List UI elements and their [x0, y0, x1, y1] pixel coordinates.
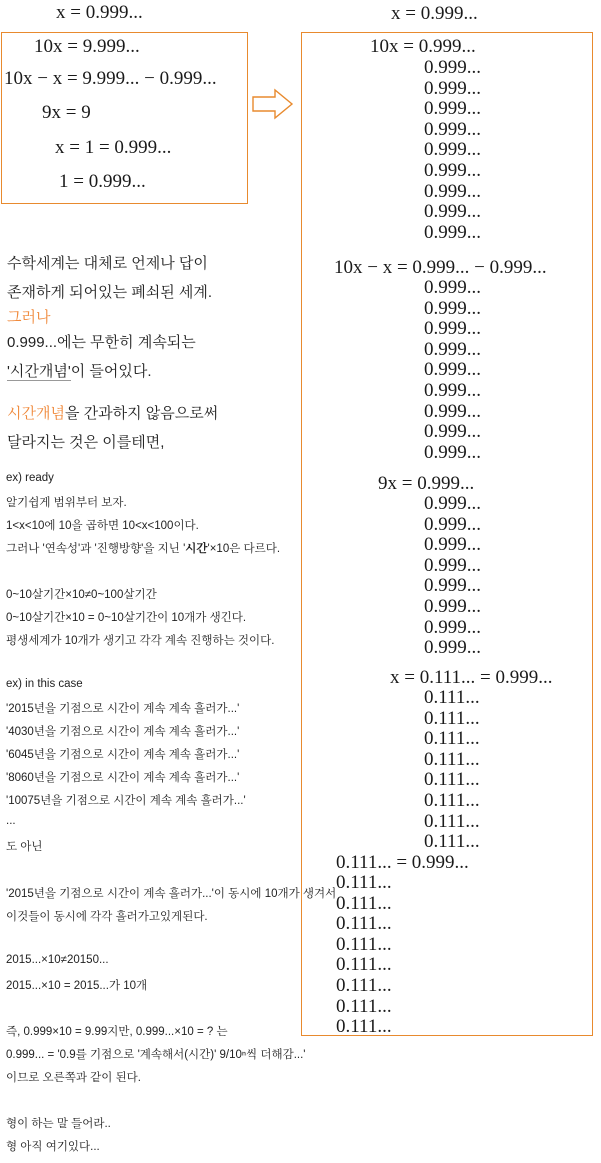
small-line-9: '2015년을 기점으로 시간이 계속 계속 흘러가...': [6, 703, 240, 715]
group3-head: 9x = 0.999...: [378, 473, 475, 494]
group2-head: 10x − x = 0.999... − 0.999...: [334, 257, 547, 278]
small-line-4a: 그러나 '연속성'과 '진행방향'을 지닌 ': [6, 543, 186, 555]
small-line-13: '10075년을 기점으로 시간이 계속 계속 흘러가...': [6, 795, 246, 807]
group5-repeat-5: 0.111...: [336, 954, 392, 976]
paragraph-1-line-5: [7, 358, 152, 385]
group1-head: 10x = 0.999...: [370, 36, 476, 57]
group4-repeat-4: 0.111...: [424, 748, 480, 770]
group2-repeat-2: 0.999...: [424, 297, 481, 319]
small-line-17: 이것들이 동시에 각각 흘러가고있게된다.: [6, 911, 208, 923]
small-line-20: 즉, 0.999×10 = 9.99지만, 0.999...×10 = ? 는: [6, 1026, 228, 1038]
group1-repeat-3: 0.999...: [424, 98, 481, 120]
paragraph-2-line-1: [7, 400, 218, 427]
small-line-11: '6045년을 기점으로 시간이 계속 계속 흘러가...': [6, 749, 240, 761]
group1-repeat-4: 0.999...: [424, 118, 481, 140]
small-line-10: '4030년을 기점으로 시간이 계속 계속 흘러가...': [6, 726, 240, 738]
group3-repeat-3: 0.999...: [424, 534, 481, 556]
left-line-2: 10x − x = 9.999... − 0.999...: [4, 68, 217, 89]
left-top-equation: x = 0.999...: [56, 2, 143, 23]
paragraph-2-rest: 을 간과하지 않음으로써: [64, 405, 219, 422]
left-line-5: 1 = 0.999...: [59, 171, 146, 192]
group1-repeat-6: 0.999...: [424, 160, 481, 181]
small-line-3: 1<x<10에 10을 곱하면 10<x<100이다.: [6, 520, 199, 532]
group3-repeat-1: 0.999...: [424, 493, 481, 514]
right-top-equation: x = 0.999...: [391, 3, 478, 24]
group1-repeat-2: 0.999...: [424, 77, 481, 99]
group2-repeat-3: 0.999...: [424, 318, 481, 340]
small-line-22: 이므로 오른쪽과 같이 된다.: [6, 1072, 141, 1084]
small-line-7: 평생세계가 10개가 생기고 각각 계속 진행하는 것이다.: [6, 635, 275, 647]
paragraph-2-line-2: 달라지는 것은 이를테면,: [7, 434, 165, 451]
group2-repeat-7: 0.999...: [424, 400, 481, 422]
group1-repeat-7: 0.999...: [424, 180, 481, 202]
paragraph-1-but: 그러나: [7, 309, 51, 326]
group2-repeat-9: 0.999...: [424, 441, 481, 463]
small-line-4-bold: 시간: [185, 543, 208, 555]
small-line-8: ex) in this case: [6, 678, 83, 690]
group1-repeat-8: 0.999...: [424, 201, 481, 223]
group1-repeat-1: 0.999...: [424, 57, 481, 78]
group4-repeat-1: 0.111...: [424, 687, 480, 708]
paragraph-1-line-4: 0.999...에는 무한히 계속되는: [7, 334, 196, 351]
small-line-6: 0~10살기간×10 = 0~10살기간이 10개가 생긴다.: [6, 612, 247, 624]
group2-repeat-1: 0.999...: [424, 277, 481, 298]
left-line-3: 9x = 9: [42, 102, 91, 123]
small-line-19: 2015...×10 = 2015...가 10개: [6, 980, 148, 992]
group4-repeat-3: 0.111...: [424, 728, 480, 750]
group5-repeat-1: 0.111...: [336, 872, 392, 893]
small-line-24: 형 아직 여기있다...: [6, 1141, 100, 1153]
group4-head: x = 0.111... = 0.999...: [390, 667, 553, 688]
group3-repeat-4: 0.999...: [424, 554, 481, 576]
small-line-21: 0.999... = '0.9를 기점으로 '계속해서(시간)' 9/10ⁿ씩 더해감...': [6, 1049, 306, 1061]
small-line-18: 2015...×10≠20150...: [6, 954, 109, 966]
left-line-1: 10x = 9.999...: [34, 36, 140, 57]
small-line-5: 0~10살기간×10≠0~100살기간: [6, 589, 157, 601]
time-concept-highlight: 시간개념: [7, 405, 65, 422]
group5-repeat-6: 0.111...: [336, 975, 392, 996]
small-line-23: 형이 하는 말 들어라..: [6, 1118, 111, 1130]
group2-repeat-4: 0.999...: [424, 338, 481, 360]
group2-repeat-6: 0.999...: [424, 380, 481, 401]
group3-repeat-6: 0.999...: [424, 596, 481, 617]
group3-repeat-5: 0.999...: [424, 575, 481, 597]
group5-repeat-8: 0.111...: [336, 1016, 392, 1038]
small-line-4: [6, 540, 280, 556]
group4-repeat-5: 0.111...: [424, 769, 480, 791]
group2-repeat-5: 0.999...: [424, 359, 481, 381]
small-line-12: '8060년을 기점으로 시간이 계속 계속 흘러가...': [6, 772, 240, 784]
small-line-14: ...: [6, 815, 16, 827]
group3-repeat-7: 0.999...: [424, 616, 481, 638]
paragraph-1-line-1: 수학세계는 대체로 언제나 답이: [7, 255, 208, 272]
small-line-16: '2015년을 기점으로 시간이 계속 흘러가...'이 동시에 10개가 생겨서: [6, 888, 337, 900]
time-concept-rest: 이 들어있다.: [70, 363, 152, 380]
left-line-4: x = 1 = 0.999...: [55, 137, 172, 158]
small-line-4c: '×10은 다르다.: [207, 543, 281, 555]
group3-repeat-2: 0.999...: [424, 513, 481, 535]
group2-repeat-8: 0.999...: [424, 421, 481, 443]
time-concept-quote: '시간개념': [7, 363, 71, 380]
group5-repeat-3: 0.111...: [336, 913, 392, 935]
small-line-1: ex) ready: [6, 472, 54, 484]
left-derivation-box: [1, 32, 248, 204]
group4-repeat-2: 0.111...: [424, 707, 480, 729]
group5-repeat-4: 0.111...: [336, 933, 392, 955]
small-line-15: 도 아닌: [6, 841, 43, 853]
group5-repeat-7: 0.111...: [336, 995, 392, 1017]
group3-repeat-8: 0.999...: [424, 637, 481, 659]
group4-repeat-8: 0.111...: [424, 831, 480, 853]
paragraph-1-line-2: 존재하게 되어있는 폐쇠된 세계.: [7, 284, 213, 301]
group5-head: 0.111... = 0.999...: [336, 852, 469, 873]
group4-repeat-7: 0.111...: [424, 810, 480, 832]
group5-repeat-2: 0.111...: [336, 892, 392, 914]
group4-repeat-6: 0.111...: [424, 790, 480, 811]
group1-repeat-9: 0.999...: [424, 221, 481, 243]
group1-repeat-5: 0.999...: [424, 139, 481, 161]
small-line-2: 알기쉽게 범위부터 보자.: [6, 497, 127, 509]
right-arrow-icon: [251, 88, 295, 120]
